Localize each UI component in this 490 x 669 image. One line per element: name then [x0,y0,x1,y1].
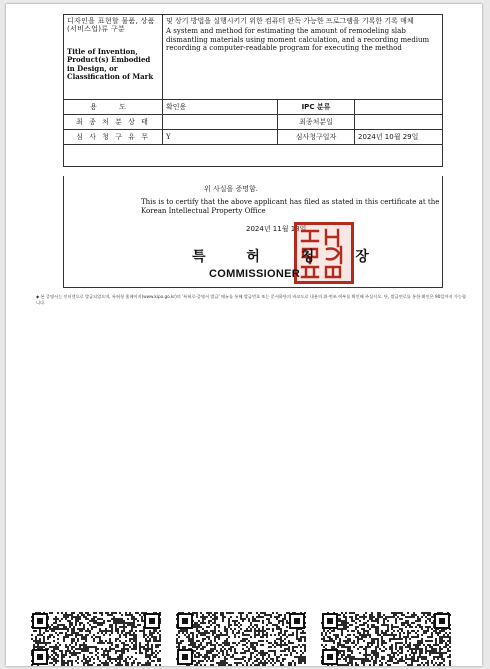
final-label: 최 종 처 분 상 태 [64,115,163,130]
final-date-label: 최종처분일 [278,115,355,130]
exam-date-value: 2024년 10월 29일 [355,130,443,145]
certify-text-en: This is to certify that the above applicant has filed as stated in this certificate at the Korean Intellectual Property Office [141,198,440,215]
usage-label: 용 도 [64,100,163,115]
blank-row [64,145,443,167]
design-value-ko: 및 상기 방법을 실행시키기 위한 컴퓨터 판독 가능한 프로그램을 기록한 기록 매체 [166,17,414,25]
final-date-value [355,115,443,130]
certificate-table [63,14,443,167]
certification-box [63,176,443,288]
certify-text-ko: 위 사실을 증명함. [204,185,259,193]
certificate-page [6,4,482,666]
issue-date: 2024년 11월 18일 [246,225,307,233]
verification-barcode-1 [31,612,161,666]
design-label-en: Title of Invention, Product(s) Embodied in Design, or Classification of Mark [67,46,154,81]
exam-date-label: 심사청구일자 [278,130,355,145]
final-row [64,115,443,130]
design-value-en: A system and method for estimating the amount of remodeling slab dismantling materials using moment calculation, and a recording medium recording a computer-readable program for executing the method [166,27,430,53]
ipc-label: IPC 분류 [278,100,355,115]
design-value-cell [163,15,443,100]
footnote: ◆ 본 증명서는 인터넷으로 발급되었으며, 특허청 홈페이지(www.kipo.go.kr)의 '특허로-증명서 발급' 메뉴를 통해 발급번호 또는 문서하단의 바코드로 내용의 위·변조 여부를 확인해 주십시오. 단, 발급연로를 통한 확인은 90일까지 가능합니다. [36,294,466,306]
verification-barcode-2 [176,612,306,666]
final-value [163,115,278,130]
exam-value: Y [163,130,278,145]
commissioner-en: COMMISSIONER [209,268,300,280]
design-label-cell [64,15,163,100]
usage-value: 확인용 [163,100,278,115]
exam-label: 심 사 청 구 유 무 [64,130,163,145]
ipc-value [355,100,443,115]
usage-row [64,100,443,115]
exam-row [64,130,443,145]
verification-barcode-3 [321,612,451,666]
design-row [64,15,443,100]
design-label-ko: 디자인을 표현할 물품, 상품(서비스업)류 구분 [67,17,155,34]
commissioner-ko: 특 허 청 장 [192,249,387,265]
